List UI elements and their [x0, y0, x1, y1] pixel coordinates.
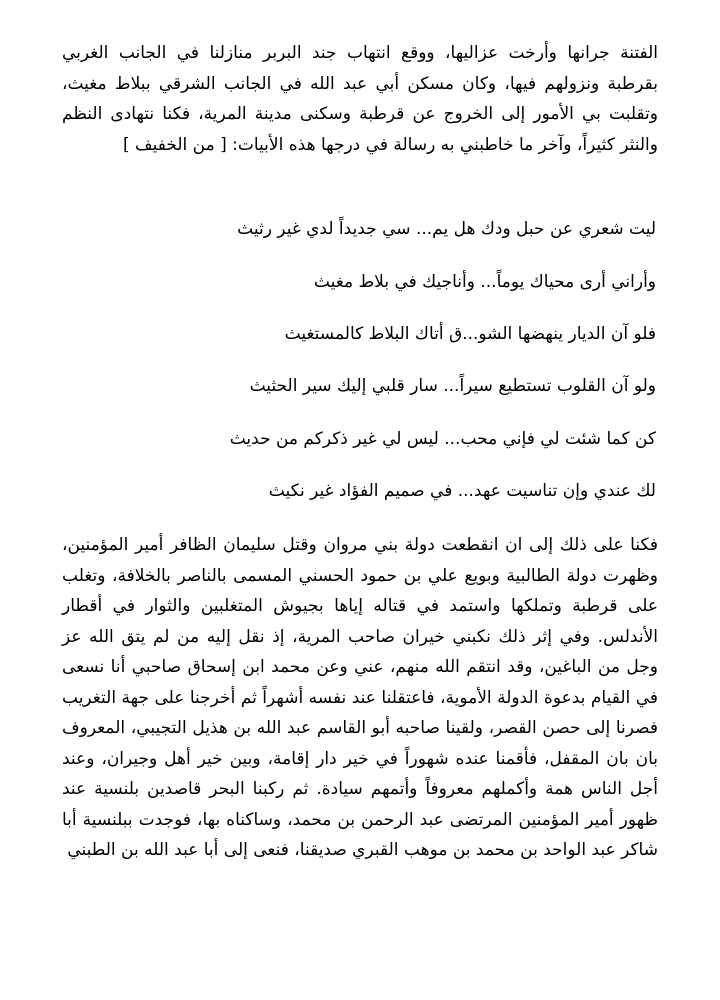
verse-line-4: ولو آن القلوب تستطيع سيراً... سار قلبي إليك سير الحثيث: [249, 376, 656, 396]
closing-paragraph: فكنا على ذلك إلى ان انقطعت دولة بني مروان وقتل سليمان الظافر أمير المؤمنين، وظهرت دولة الطالبية وبويع علي بن حمود الحسني المسمى بالناصر بالخلافة، وتغلب على قرطبة وتملكها واستمد في قتاله إياها بجيوش المتغلبين والثوار في أقطار الأندلس. وفي إثر ذلك نكبني خيران صاحب المرية، إذ نقل إليه من لم يتق الله عز وجل من الباغين، وقد انتقم الله منهم، عني وعن محمد ابن إسحاق صاحبي أنا نسعى في القيام بدعوة الدولة الأموية، فاعتقلنا عند نفسه أشهراً ثم أخرجنا على جهة التغريب فصرنا إلى حصن القصر، ولقينا صاحبه أبو القاسم عبد الله بن هذيل التجيبي، المعروف بان بان المقفل، فأقمنا عنده شهوراً في خير دار إقامة، وبين خير أهل وجيران، وعند أجل الناس همة وأكملهم معروفاً وأتمهم سيادة. ثم ركبنا البحر قاصدين بلنسية عند ظهور أمير المؤمنين المرتضى عبد الرحمن بن محمد، وساكناه بها، فوجدت ببلنسية أبا شاكر عبد الواحد بن محمد بن موهب القبري صديقنا، فنعى إلى أبا عبد الله بن الطبني: [62, 535, 658, 860]
verse-line-1: ليت شعري عن حبل ودك هل يم... سي جديداً لدي غير رثيث: [237, 219, 656, 239]
intro-paragraph: الفتنة جرانها وأرخت عزاليها، ووقع انتهاب جند البربر منازلنا في الجانب الغربي بقرطبة ونزولهم فيها، وكان مسكن أبي عبد الله في الجانب الشرقي ببلاط مغيث، وتقلبت بي الأمور إلى الخروج عن قرطبة وسكنى مدينة المرية، فكنا نتهادى النظم والنثر كثيراً، وآخر ما خاطبني به رسالة في درجها هذه الأبيات: [ من الخفيف ]: [62, 43, 658, 155]
verse-line-5: كن كما شئت لي فإني محب... ليس لي غير ذكركم من حديث: [229, 429, 656, 449]
verse-line-2: وأراني أرى محياك يوماً... وأناجيك في بلاط مغيث: [313, 272, 656, 292]
verse-line-6: لك عندي وإن تناسيت عهد... في صميم الفؤاد غير نكيث: [268, 481, 656, 501]
verse-line-3: فلو آن الديار ينهضها الشو...ق أتاك البلاط كالمستغيث: [284, 324, 656, 344]
